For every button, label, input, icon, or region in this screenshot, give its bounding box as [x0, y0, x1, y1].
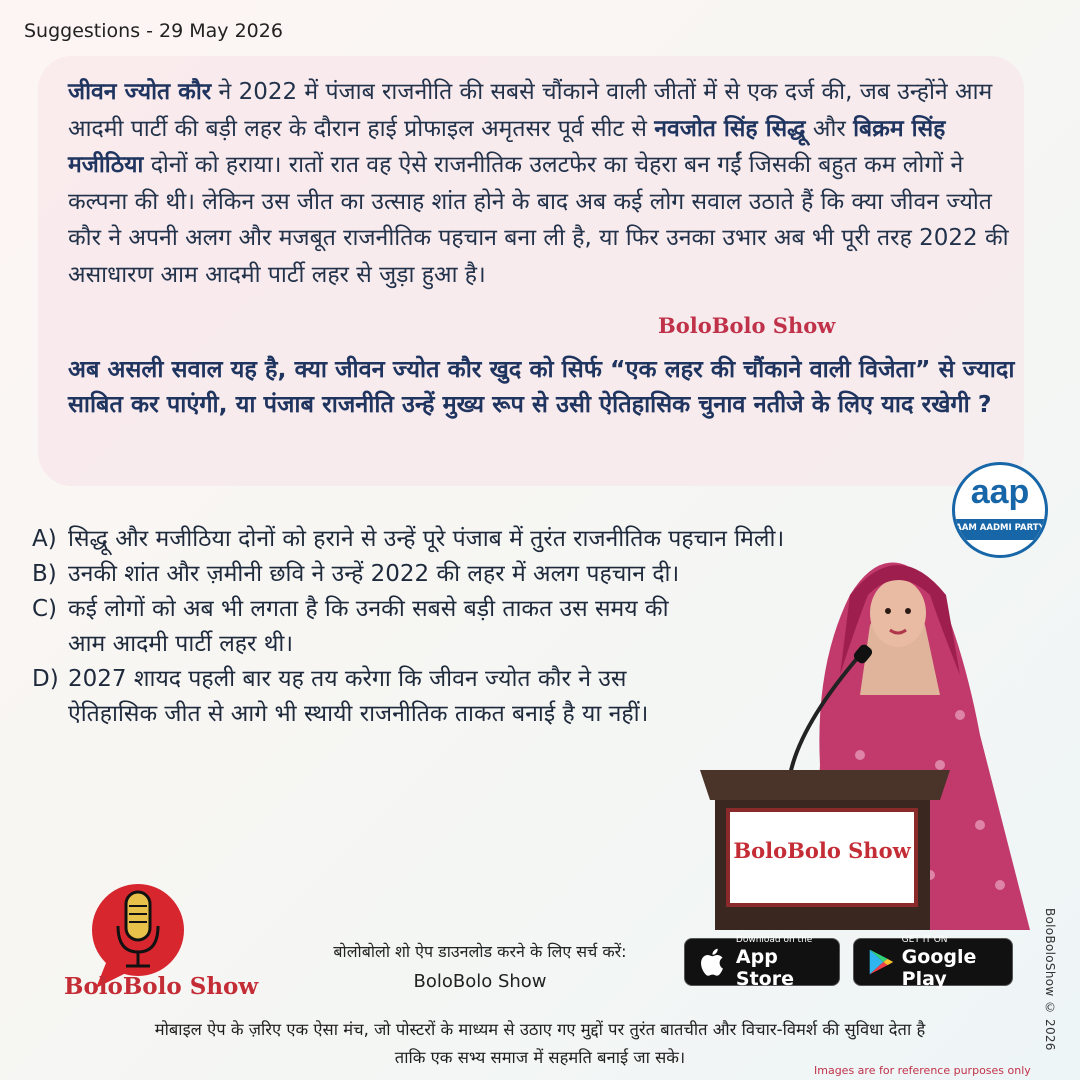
podium-label: BoloBolo Show — [733, 838, 911, 863]
poll-option-c[interactable] — [32, 592, 712, 662]
brand-watermark: BoloBolo Show — [658, 313, 836, 338]
appstore-big-text: App Store — [735, 945, 794, 990]
aap-logo-text: aap — [970, 473, 1030, 511]
copyright-vertical: BoloBoloShow © 2026 — [1043, 908, 1057, 1051]
aap-logo-band: AAM AADMI PARTY — [955, 519, 1045, 540]
story-text: दोनों को हराया। रातों रात वह ऐसे राजनीतिक उलटफेर का चेहरा बन गईं जिसकी बहुत कम लोगों ने कल्पना की थी। लेकिन उस जीत का उत्साह शांत होने के बाद अब कई लोग सवाल उठाते हैं कि क्या जीवन ज्योत कौर ने अपनी अलग और मजबूत राजनीतिक पहचान बना ली है, या फिर उनका उभार अब भी पूरी तरह 2022 की असाधारण आम आदमी पार्टी लहर से जुड़ा हुआ है। — [68, 152, 1009, 288]
footer-line-2: ताकि एक सभ्य समाज में सहमति बनाई जा सके। — [394, 1048, 686, 1067]
appstore-small-text: Download on the — [735, 934, 813, 945]
apple-icon — [697, 945, 730, 979]
image-disclaimer: Images are for reference purposes only — [814, 1064, 1031, 1077]
politician-at-podium-image — [700, 535, 1045, 930]
option-text: कई लोगों को अब भी लगता है कि उनकी सबसे बड़ी ताकत उस समय की आम आदमी पार्टी लहर थी। — [68, 596, 669, 657]
play-small-text: GET IT ON — [901, 934, 948, 945]
footer-line-1: मोबाइल ऐप के ज़रिए एक ऐसा मंच, जो पोस्टरों के माध्यम से उठाए गए मुद्दों पर तुरंत बातचीत और विचार-विमर्श की सुविधा देता है — [154, 1020, 926, 1039]
option-letter: D) — [32, 666, 59, 692]
story-paragraph — [68, 74, 1028, 293]
story-text: और — [805, 115, 854, 142]
date-label: Suggestions - 29 May 2026 — [24, 20, 283, 42]
story-text: ने 2022 में पंजाब राजनीति की सबसे चौंकाने वाली जीतों में से एक दर्ज की, जब उन्होंने आम आदमी पार्टी की बड़ी लहर के दौरान हाई प्रोफाइल अमृतसर पूर्व सीट से — [68, 79, 993, 142]
highlight-name: जीवन ज्योत कौर — [68, 79, 212, 105]
download-cta — [290, 937, 670, 997]
option-text: 2027 शायद पहली बार यह तय करेगा कि जीवन ज्योत कौर ने उस ऐतिहासिक जीत से आगे भी स्थायी राजनीतिक ताकत बनाई है या नहीं। — [68, 666, 649, 727]
google-play-icon — [866, 945, 896, 979]
option-letter: B) — [32, 561, 57, 587]
option-letter: A) — [32, 526, 57, 552]
poll-option-d[interactable] — [32, 662, 712, 732]
option-letter: C) — [32, 596, 58, 622]
main-question: अब असली सवाल यह है, क्या जीवन ज्योत कौर खुद को सिर्फ “एक लहर की चौंकाने वाली विजेता” से ज्यादा साबित कर पाएंगी, या पंजाब राजनीति उन्हें मुख्य रूप से उसी ऐतिहासिक चुनाव नतीजे के लिए याद रखेगी ? — [68, 355, 1015, 418]
google-play-button[interactable] — [853, 934, 1013, 990]
play-big-text: Google Play — [901, 945, 977, 990]
cta-line: बोलोबोलो शो ऐप डाउनलोड करने के लिए सर्च करें: — [333, 942, 627, 961]
option-text: सिद्धू और मजीठिया दोनों को हराने से उन्हें पूरे पंजाब में तुरंत राजनीतिक पहचान मिली। — [68, 526, 785, 552]
cta-app-name: BoloBolo Show — [413, 971, 547, 992]
highlight-name: नवजोत सिंह सिद्धू — [654, 115, 806, 142]
option-text: उनकी शांत और ज़मीनी छवि ने उन्हें 2022 की लहर में अलग पहचान दी। — [68, 561, 680, 587]
app-store-button[interactable] — [684, 934, 840, 990]
app-logo-text: BoloBolo Show — [64, 973, 259, 1000]
highlight-name: बिक्रम सिंह मजीठिया — [68, 115, 946, 178]
